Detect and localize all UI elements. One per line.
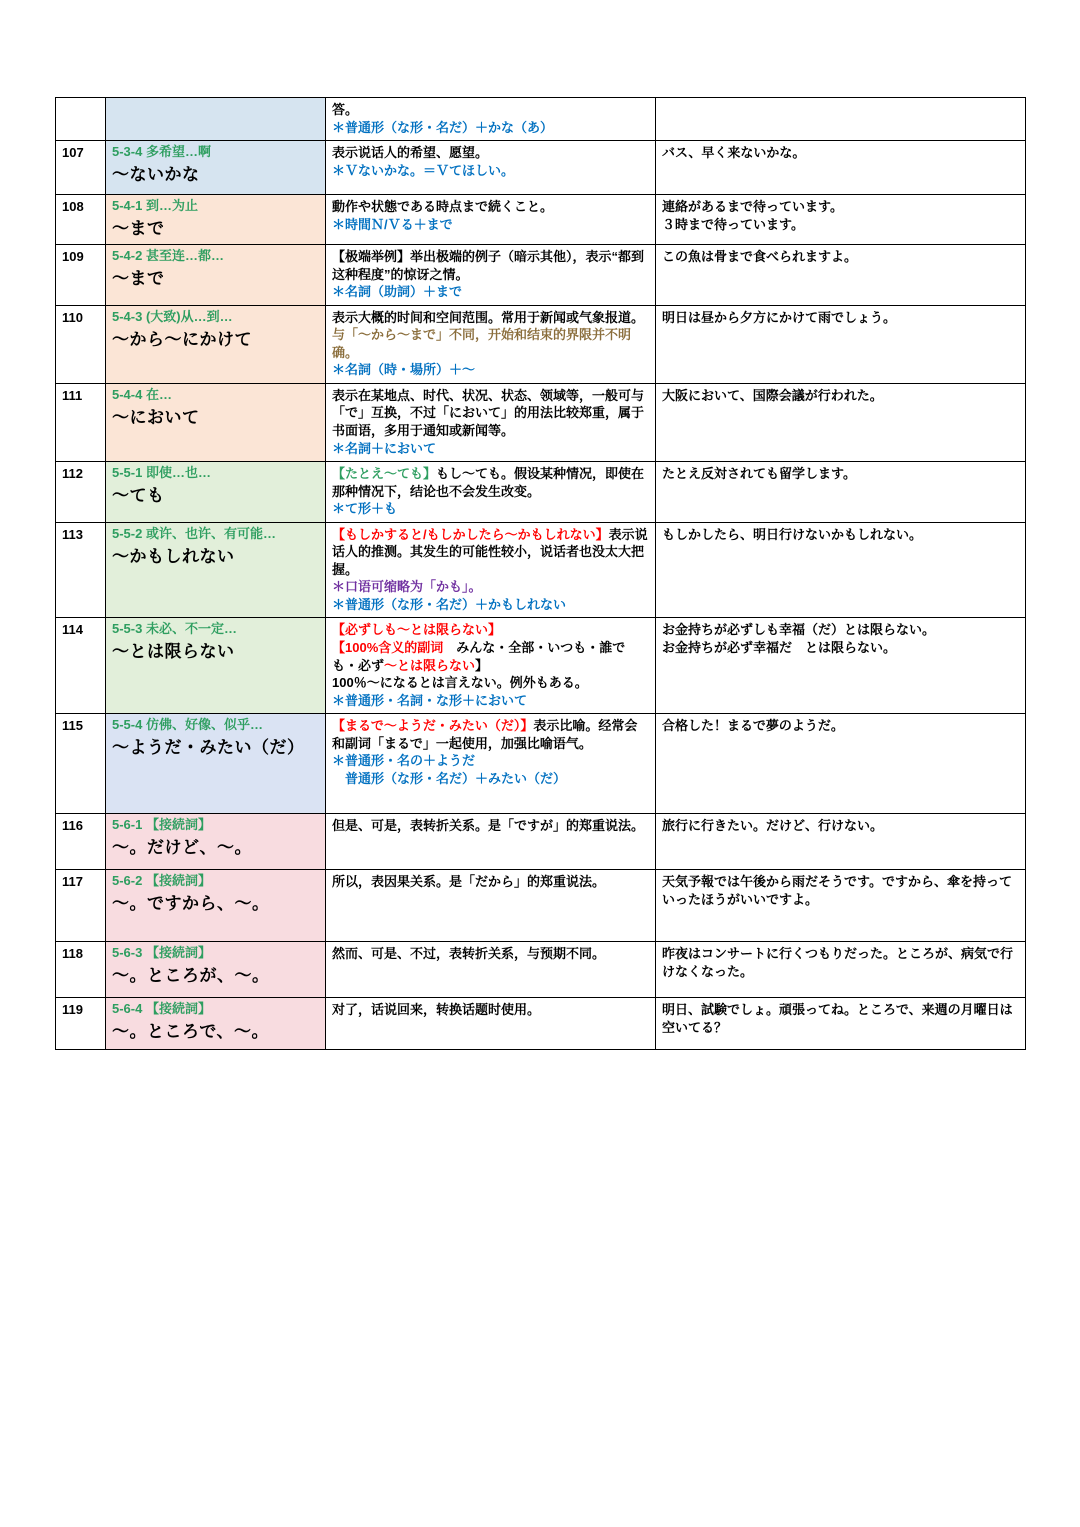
example-line: 合格した！まるで夢のようだ。 xyxy=(662,718,844,734)
grammar-heading: 5-4-2 甚至连…都… xyxy=(112,248,224,264)
explanation-cell xyxy=(326,141,656,195)
grammar-row xyxy=(56,998,1026,1050)
explanation-line xyxy=(332,309,649,362)
example-cell xyxy=(656,942,1026,998)
grammar-title-cell xyxy=(106,522,326,618)
example-line: 明日、試験でしょ。頑張ってね。ところで、来週の月曜日は空いてる？ xyxy=(662,1002,1013,1035)
explanation-line xyxy=(332,692,649,710)
explanation-cell xyxy=(326,618,656,714)
grammar-pattern: 〜ようだ・みたい（だ） xyxy=(112,738,305,758)
row-number: 119 xyxy=(56,998,106,1050)
explanation-segment: 普通形（な形・名だ）＋みたい（だ） xyxy=(332,770,567,786)
explanation-line xyxy=(332,717,649,752)
explanation-cell xyxy=(326,383,656,461)
explanation-segment: ＊時間Ｎ/Ｖる＋まで xyxy=(332,216,453,232)
example-cell xyxy=(656,618,1026,714)
grammar-row xyxy=(56,305,1026,383)
grammar-heading: 5-6-1 【接続詞】 xyxy=(112,817,211,833)
explanation-line xyxy=(332,144,649,162)
grammar-title-cell xyxy=(106,383,326,461)
grammar-table xyxy=(55,97,1026,1050)
grammar-pattern: 〜まで xyxy=(112,218,165,238)
row-number: 108 xyxy=(56,195,106,245)
explanation-line xyxy=(332,873,649,891)
grammar-row xyxy=(56,714,1026,814)
explanation-line xyxy=(332,1001,649,1019)
grammar-pattern: 〜において xyxy=(112,407,200,427)
row-number: 114 xyxy=(56,618,106,714)
grammar-heading: 5-4-4 在… xyxy=(112,386,172,402)
grammar-pattern: 〜。ところで、〜。 xyxy=(112,1022,269,1042)
example-cell xyxy=(656,462,1026,523)
grammar-row xyxy=(56,383,1026,461)
example-cell xyxy=(656,305,1026,383)
grammar-title-cell xyxy=(106,870,326,942)
explanation-line xyxy=(332,198,649,216)
row-number xyxy=(56,98,106,141)
example-line: バス、早く来ないかな。 xyxy=(662,145,806,161)
grammar-title-cell xyxy=(106,714,326,814)
explanation-segment: みんな・全部・いつも・誰でも・必ず xyxy=(332,640,626,673)
explanation-segment: 【たとえ〜ても】 xyxy=(332,466,437,482)
explanation-segment: 答。 xyxy=(332,102,359,117)
grammar-row xyxy=(56,618,1026,714)
grammar-row xyxy=(56,245,1026,306)
grammar-pattern: 〜とは限らない xyxy=(112,642,235,662)
explanation-cell xyxy=(326,245,656,306)
explanation-segment: ＊名詞（助詞）＋まで xyxy=(332,284,463,300)
example-cell xyxy=(656,870,1026,942)
grammar-row xyxy=(56,814,1026,870)
explanation-cell xyxy=(326,195,656,245)
example-cell xyxy=(656,245,1026,306)
explanation-segment: ＊普通形（な形・名だ）＋かな（あ） xyxy=(332,119,554,135)
explanation-line xyxy=(332,526,649,579)
grammar-title-cell xyxy=(106,462,326,523)
grammar-heading: 5-5-1 即使…也… xyxy=(112,465,211,481)
grammar-row xyxy=(56,141,1026,195)
row-number: 113 xyxy=(56,522,106,618)
explanation-line xyxy=(332,465,649,500)
explanation-segment: 100％〜になるとは言えない。例外もある。 xyxy=(332,675,588,691)
example-cell xyxy=(656,195,1026,245)
example-line: たとえ反対されても留学します。 xyxy=(662,466,856,482)
grammar-pattern: 〜。ところが、〜。 xyxy=(112,966,270,986)
example-line: 昨夜はコンサートに行くつもりだった。ところが、病気で行けなくなった。 xyxy=(662,946,1014,979)
explanation-segment: ＊普通形・名の＋ようだ xyxy=(332,753,476,769)
explanation-segment: ＊て形＋も xyxy=(332,501,398,517)
explanation-segment: ＊普通形（な形・名だ）＋かもしれない xyxy=(332,596,567,612)
grammar-row xyxy=(56,870,1026,942)
example-cell xyxy=(656,714,1026,814)
explanation-segment: 表示说话人的希望、愿望。 xyxy=(332,145,489,161)
explanation-line xyxy=(332,162,649,180)
example-cell xyxy=(656,383,1026,461)
explanation-segment: 表示说话人的推测。其发生的可能性较小，说话者也没太大把握。 xyxy=(332,526,648,577)
explanation-segment: 動作や状態である時点まで続くこと。 xyxy=(332,199,554,215)
grammar-pattern: 〜。ですから、〜。 xyxy=(112,894,270,914)
explanation-cell xyxy=(326,305,656,383)
example-line: ３時まで待っています。 xyxy=(662,216,804,232)
example-cell xyxy=(656,814,1026,870)
explanation-line xyxy=(332,621,649,639)
grammar-title-cell xyxy=(106,942,326,998)
grammar-title-cell xyxy=(106,141,326,195)
grammar-heading: 5-5-3 未必、不一定… xyxy=(112,621,237,637)
grammar-table-body xyxy=(56,98,1026,1050)
grammar-title-cell xyxy=(106,814,326,870)
explanation-segment: 然而、可是、不过，表转折关系，与预期不同。 xyxy=(332,946,606,962)
row-number: 109 xyxy=(56,245,106,306)
row-number: 110 xyxy=(56,305,106,383)
explanation-line xyxy=(332,500,649,518)
explanation-segment: 表示大概的时间和空间范围。常用于新闻或气象报道。 xyxy=(332,309,645,325)
grammar-heading: 5-4-1 到…为止 xyxy=(112,198,198,214)
example-cell xyxy=(656,98,1026,141)
row-number: 117 xyxy=(56,870,106,942)
grammar-title-cell xyxy=(106,305,326,383)
grammar-heading: 5-6-2 【接続詞】 xyxy=(112,873,211,889)
explanation-segment: 但是、可是，表转折关系。是「ですが」的郑重说法。 xyxy=(332,818,645,834)
grammar-row xyxy=(56,462,1026,523)
explanation-cell xyxy=(326,714,656,814)
explanation-line xyxy=(332,752,649,770)
example-cell xyxy=(656,522,1026,618)
explanation-segment: もし〜ても。假设某种情况，即使在那种情况下，结论也不会发生改变。 xyxy=(332,466,645,499)
grammar-title-cell xyxy=(106,98,326,141)
explanation-segment: ＊名詞＋において xyxy=(332,440,437,456)
grammar-pattern: 〜ないかな xyxy=(112,164,200,184)
grammar-row xyxy=(56,942,1026,998)
example-line: 連絡があるまで待っています。 xyxy=(662,199,843,215)
example-line: 明日は昼から夕方にかけて雨でしょう。 xyxy=(662,309,897,325)
example-cell xyxy=(656,998,1026,1050)
explanation-segment: ＊Ｖないかな。＝Ｖてほしい。 xyxy=(332,162,515,178)
example-line: 天気予報では午後から雨だそうです。ですから、傘を持っていったほうがいいですよ。 xyxy=(662,874,1012,907)
grammar-heading: 5-6-4 【接続詞】 xyxy=(112,1001,211,1017)
explanation-segment: ＊普通形・名詞・な形＋において xyxy=(332,692,528,708)
explanation-line xyxy=(332,596,649,614)
example-line: お金持ちが必ずしも幸福（だ）とは限らない。 xyxy=(662,622,936,638)
explanation-segment: 】 xyxy=(475,657,489,673)
grammar-heading: 5-5-2 或许、也许、有可能… xyxy=(112,525,276,541)
grammar-title-cell xyxy=(106,998,326,1050)
grammar-pattern: 〜。だけど、〜。 xyxy=(112,838,252,858)
example-cell xyxy=(656,141,1026,195)
grammar-row xyxy=(56,195,1026,245)
explanation-line xyxy=(332,216,649,234)
grammar-heading: 5-6-3 【接続詞】 xyxy=(112,945,211,961)
explanation-cell xyxy=(326,942,656,998)
explanation-line xyxy=(332,817,649,835)
grammar-pattern: 〜かもしれない xyxy=(112,546,235,566)
explanation-cell xyxy=(326,522,656,618)
explanation-cell xyxy=(326,814,656,870)
example-line: 旅行に行きたい。だけど、行けない。 xyxy=(662,818,884,834)
explanation-segment: 【まるで〜ようだ・みたい（だ）】 xyxy=(332,718,534,734)
row-number: 116 xyxy=(56,814,106,870)
explanation-line xyxy=(332,639,649,674)
explanation-line xyxy=(332,578,649,596)
explanation-segment: 表示比喻。经常会和副词「まるで」一起使用，加强比喻语气。 xyxy=(332,718,638,751)
explanation-line xyxy=(332,387,649,440)
grammar-pattern: 〜ても xyxy=(112,486,165,505)
explanation-segment: ＊名詞（時・場所）＋〜 xyxy=(332,362,476,378)
explanation-cell xyxy=(326,462,656,523)
grammar-heading: 5-3-4 多希望…啊 xyxy=(112,144,211,160)
row-number: 111 xyxy=(56,383,106,461)
grammar-title-cell xyxy=(106,195,326,245)
example-line: この魚は骨まで食べられますよ。 xyxy=(662,249,858,265)
explanation-line xyxy=(332,674,649,692)
explanation-line xyxy=(332,101,649,119)
explanation-line xyxy=(332,361,649,379)
grammar-pattern: 〜まで xyxy=(112,268,165,288)
row-number: 118 xyxy=(56,942,106,998)
explanation-line xyxy=(332,770,649,788)
explanation-segment: ＊口语可缩略为「かも」。 xyxy=(332,579,482,595)
example-line: 大阪において、国際会議が行われた。 xyxy=(662,387,883,403)
explanation-segment: 【极端举例】举出极端的例子（暗示其他），表示“都到这种程度”的惊讶之情。 xyxy=(332,249,645,282)
explanation-segment: 所以，表因果关系。是「だから」的郑重说法。 xyxy=(332,874,606,890)
explanation-cell xyxy=(326,98,656,141)
explanation-segment: 【もしかすると/もしかしたら〜かもしれない】 xyxy=(332,526,609,542)
explanation-line xyxy=(332,440,649,458)
grammar-heading: 5-4-3 (大致)从…到… xyxy=(112,308,233,324)
explanation-segment: 与「〜から〜まで」不同，开始和结束的界限并不明确。 xyxy=(332,327,632,360)
grammar-pattern: 〜から〜にかけて xyxy=(112,329,252,349)
row-number: 112 xyxy=(56,462,106,523)
explanation-line xyxy=(332,119,649,137)
grammar-title-cell xyxy=(106,245,326,306)
grammar-row xyxy=(56,522,1026,618)
row-number: 115 xyxy=(56,714,106,814)
explanation-segment: 表示在某地点、时代、状况、状态、领域等，一般可与「で」互换，不过「において」的用法比较郑重，属于书面语，多用于通知或新闻等。 xyxy=(332,387,645,439)
grammar-row xyxy=(56,98,1026,141)
explanation-segment: 〜とは限らない xyxy=(384,657,476,673)
example-line: もしかしたら、明日行けないかもしれない。 xyxy=(662,526,923,542)
explanation-line xyxy=(332,283,649,301)
explanation-cell xyxy=(326,870,656,942)
grammar-heading: 5-5-4 仿佛、好像、似乎… xyxy=(112,717,263,733)
explanation-segment: 对了，话说回来，转换话题时使用。 xyxy=(332,1002,541,1018)
row-number: 107 xyxy=(56,141,106,195)
explanation-line xyxy=(332,945,649,963)
explanation-cell xyxy=(326,998,656,1050)
example-line: お金持ちが必ず幸福だ とは限らない。 xyxy=(662,640,897,656)
grammar-title-cell xyxy=(106,618,326,714)
explanation-segment: 【必ずしも〜とは限らない】 xyxy=(332,622,502,638)
explanation-segment: 【100%含义的副词 xyxy=(332,640,444,656)
explanation-line xyxy=(332,248,649,283)
